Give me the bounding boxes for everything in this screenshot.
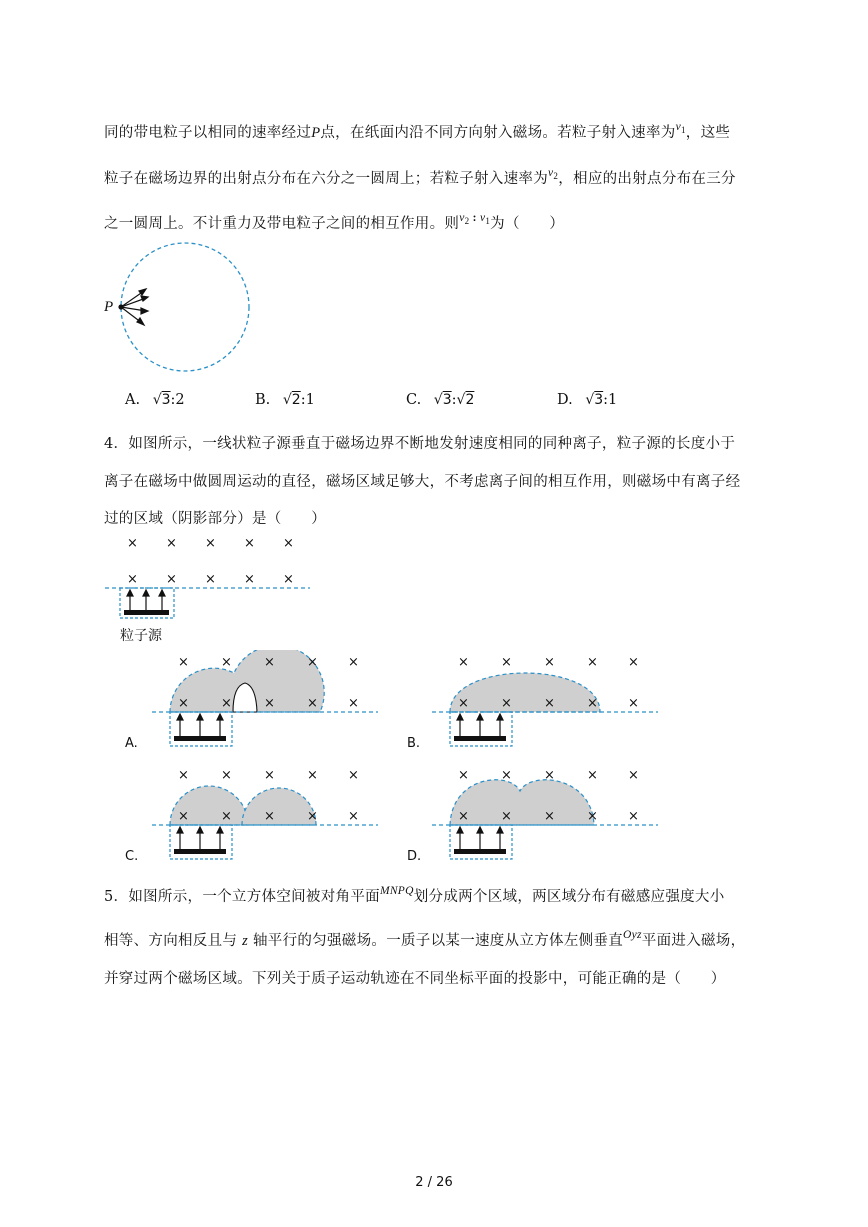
- svg-text:×: ×: [458, 655, 469, 670]
- v2-symbol: v2: [548, 167, 559, 181]
- svg-text:×: ×: [628, 768, 639, 783]
- q4-option-d-label[interactable]: D.: [407, 849, 422, 864]
- q4-option-c-label[interactable]: C.: [125, 849, 139, 864]
- source-bar: [124, 610, 169, 615]
- svg-text:×: ×: [178, 768, 189, 783]
- svg-text:×: ×: [628, 809, 639, 824]
- q4-line-2: 离子在磁场中做圆周运动的直径，磁场区域足够大，不考虑离子间的相互作用，则磁场中有离子经: [104, 474, 741, 490]
- q5-line-3: 并穿过两个磁场区域。下列关于质子运动轨迹在不同坐标平面的投影中，可能正确的是（ ）: [104, 971, 726, 987]
- svg-text:×: ×: [628, 696, 639, 711]
- q4-option-a-label[interactable]: A.: [125, 736, 138, 751]
- svg-text:×: ×: [127, 572, 138, 587]
- svg-text:×: ×: [587, 768, 598, 783]
- svg-text:×: ×: [264, 655, 275, 670]
- svg-text:×: ×: [244, 572, 255, 587]
- svg-text:×: ×: [178, 655, 189, 670]
- source-arrows: [127, 590, 165, 610]
- svg-text:×: ×: [244, 536, 255, 551]
- svg-text:×: ×: [501, 768, 512, 783]
- source-label: 粒子源: [120, 628, 162, 644]
- q3-circle-figure: [100, 240, 260, 380]
- svg-text:×: ×: [458, 696, 469, 711]
- point-p-label: P: [104, 299, 114, 315]
- svg-text:×: ×: [221, 655, 232, 670]
- svg-text:×: ×: [587, 809, 598, 824]
- svg-text:×: ×: [178, 809, 189, 824]
- svg-text:×: ×: [127, 536, 138, 551]
- q3-line-2: 粒子在磁场边界的出射点分布在六分之一圆周上；若粒子射入速率为$^{v_2}$，相应的出射点分布在三分: [104, 167, 736, 187]
- field-crosses: [127, 536, 294, 587]
- svg-text:×: ×: [307, 768, 318, 783]
- page-number: 2 / 26: [415, 1175, 453, 1190]
- q3-line-3: 之一圆周上。不计重力及带电粒子之间的相互作用。则$^{v_2 : v_1}$为（ ）: [104, 212, 565, 232]
- q4-option-c-figure[interactable]: [150, 763, 390, 863]
- svg-text:×: ×: [307, 655, 318, 670]
- oyz-label: Oyz: [623, 929, 642, 941]
- svg-text:×: ×: [587, 696, 598, 711]
- svg-text:×: ×: [307, 809, 318, 824]
- svg-text:×: ×: [307, 696, 318, 711]
- svg-text:×: ×: [166, 536, 177, 551]
- svg-text:×: ×: [283, 572, 294, 587]
- plane-label: MNPQ: [379, 885, 414, 897]
- q3-option-c[interactable]: C. √3:√2: [406, 392, 475, 408]
- svg-text:×: ×: [501, 655, 512, 670]
- svg-text:×: ×: [221, 696, 232, 711]
- field-boundary-circle: [121, 243, 249, 371]
- q3-option-b[interactable]: B. √2:1: [255, 392, 315, 408]
- q4-option-b-figure[interactable]: [430, 650, 670, 750]
- svg-text:×: ×: [587, 655, 598, 670]
- svg-text:×: ×: [628, 655, 639, 670]
- svg-text:×: ×: [205, 536, 216, 551]
- q3-line-1: 同的带电粒子以相同的速率经过P点，在纸面内沿不同方向射入磁场。若粒子射入速率为$^{v_1}$，这些: [104, 121, 731, 141]
- q4-option-b-label[interactable]: B.: [407, 736, 421, 751]
- svg-text:×: ×: [348, 696, 359, 711]
- q3-option-a[interactable]: A. √3:2: [125, 392, 185, 408]
- svg-text:×: ×: [221, 768, 232, 783]
- q4-line-1: 4．如图所示，一线状粒子源垂直于磁场边界不断地发射速度相同的同种离子，粒子源的长度小于: [104, 436, 736, 452]
- q5-line-1: 5．如图所示，一个立方体空间被对角平面$^{MNPQ}$划分成两个区域，两区域分布有磁感应强度大小: [104, 885, 725, 905]
- svg-text:×: ×: [221, 809, 232, 824]
- q4-line-3: 过的区域（阴影部分）是（ ）: [104, 511, 326, 527]
- svg-text:×: ×: [348, 655, 359, 670]
- svg-text:×: ×: [544, 809, 555, 824]
- svg-text:×: ×: [178, 696, 189, 711]
- svg-text:×: ×: [264, 768, 275, 783]
- svg-text:×: ×: [458, 768, 469, 783]
- svg-text:×: ×: [166, 572, 177, 587]
- q4-source-figure: [100, 530, 330, 630]
- svg-text:×: ×: [264, 696, 275, 711]
- svg-text:×: ×: [283, 536, 294, 551]
- svg-text:×: ×: [544, 655, 555, 670]
- q5-line-2: 相等、方向相反且与 z 轴平行的匀强磁场。一质子以某一速度从立方体左侧垂直$^{Oyz}$平面进入磁场，: [104, 929, 746, 949]
- q4-option-a-figure[interactable]: [150, 650, 390, 750]
- svg-text:×: ×: [501, 809, 512, 824]
- svg-text:×: ×: [501, 696, 512, 711]
- q4-option-d-figure[interactable]: [430, 763, 670, 863]
- v1-symbol: v1: [675, 121, 686, 135]
- q3-option-d[interactable]: D. √3:1: [557, 392, 618, 408]
- svg-text:×: ×: [348, 768, 359, 783]
- svg-text:×: ×: [544, 696, 555, 711]
- svg-text:×: ×: [458, 809, 469, 824]
- ratio-symbol: v2 : v1: [459, 212, 491, 226]
- svg-text:×: ×: [348, 809, 359, 824]
- velocity-arrows: [121, 289, 148, 325]
- svg-text:×: ×: [264, 809, 275, 824]
- svg-text:×: ×: [205, 572, 216, 587]
- svg-text:×: ×: [544, 768, 555, 783]
